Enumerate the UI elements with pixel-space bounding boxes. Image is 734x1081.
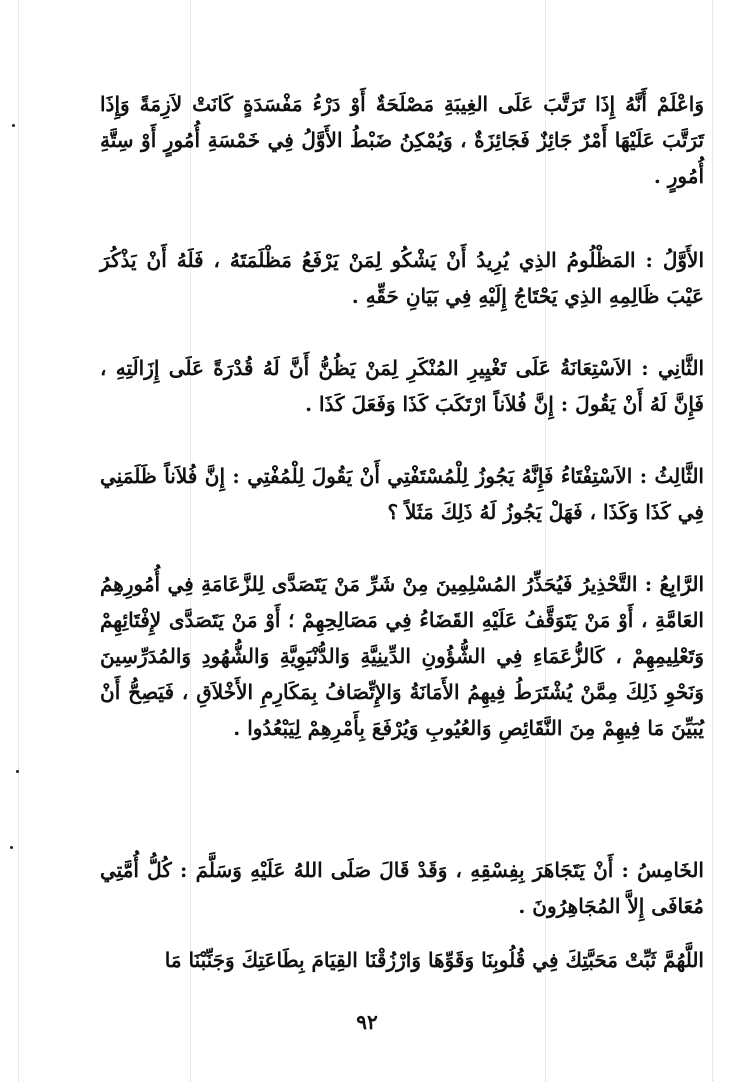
scan-guide-line: [18, 0, 19, 1081]
paragraph-second: الثَّانِي : الاَسْتِعَانَةُ عَلَى تَغْيِيرِ المُنْكَرِ لِمَنْ يَظُنُّ أَنَّ لَهُ قُدْرَةً عَلَى إِزَالَتِهِ ، فَإِنَّ لَهُ أَنْ يَقُولَ : إِنَّ فُلاَناً ارْتَكَبَ كَذَا وَفَعَلَ كَذَا .: [100, 356, 704, 416]
paragraph-prayer: اللَّهُمَّ ثَبِّتْ مَحَبَّتِكَ فِي قُلُوبِنَا وَقَوِّهَا وَارْزُقْنَا القِيَامَ بِطَاعَتِكَ وَجَنِّبْنَا مَا: [164, 948, 704, 972]
scan-speck: [10, 846, 13, 849]
scan-speck: [12, 124, 15, 127]
paragraph-intro: وَاعْلَمْ أَنَّهُ إِذَا تَرَتَّبَ عَلَى الغِيبَةِ مَصْلَحَةٌ أَوْ دَرْءُ مَفْسَدَةٍ كَانَتْ لاَزِمَةً وَإِذَا تَرَتَّبَ عَلَيْهَا أَمْرٌ جَائِزٌ فَجَائِزَةٌ ، وَيُمْكِنُ ضَبْطُ الأَوَّلُ فِي خَمْسَةِ أُمُورٍ أَوْ سِتَّةِ أُمُورٍ .: [100, 92, 704, 188]
paragraph-fourth: الرَّابِعُ : التَّحْذِيرُ فَيُحَذِّرُ المُسْلِمِينَ مِنْ شَرِّ مَنْ يَتَصَدَّى لِلزَّعَامَةِ فِي أُمُورِهِمُ العَامَّةِ ، أَوْ مَنْ يَتَوَقَّفُ عَلَيْهِ القَضَاءُ فِي مَصَالِحِهِمْ ؛ أَوْ مَنْ يَتَصَدَّى لإِفْتَائِهِمْ وَتَعْلِيمِهِمْ ، كَالزُّعَمَاءِ فِي الشُّؤُونِ الدِّينِيَّةِ وَالدُّنْيَوِيَّةِ وَالشُّهُودِ وَالمُدَرِّسِينَ وَنَحْوِ ذَلِكَ مِمَّنْ يُشْتَرَطُ فِيهِمُ الأَمَانَةُ وَالإِتِّصَافُ بِمَكَارِمِ الأَخْلاَقِ ، فَيَصِحُّ أَنْ يُبَيِّنَ مَا فِيهِمْ مِنَ النَّقَائِصِ وَالعُيُوبِ وَيُرْفَعَ بِأَمْرِهِمْ لِيَبْعُدُوا .: [100, 572, 704, 740]
scan-speck: [16, 770, 19, 773]
paragraph-fifth: الخَامِسُ : أَنْ يَتَجَاهَرَ بِفِسْقِهِ ، وَقَدْ قَالَ صَلَى اللهُ عَلَيْهِ وَسَلَّمَ : كُلُّ أُمَّتِي مُعَافَى إِلاَّ المُجَاهِرُونَ .: [100, 858, 704, 918]
scan-guide-line: [712, 0, 713, 1081]
paragraph-third: الثَّالِثُ : الاَسْتِفْتَاءُ فَإِنَّهُ يَجُوزُ لِلْمُسْتَفْتِي أَنْ يَقُولَ لِلْمُفْتِي : إِنَّ فُلاَناً ظَلَمَنِي فِي كَذَا وَكَذَا ، فَهَلْ يَجُوزُ لَهُ ذَلِكَ مَثَلاً ؟: [100, 464, 704, 524]
paragraph-first: الأَوَّلُ : المَظْلُومُ الذِي يُرِيدُ أَنْ يَشْكُو لِمَنْ يَرْفَعُ مَظْلَمَتَهُ ، فَلَهُ أَنْ يَذْكُرَ عَيْبَ ظَالِمِهِ الذِي يَحْتَاجُ إِلَيْهِ فِي بَيَانِ حَقِّهِ .: [100, 248, 704, 308]
page-number: ٩٢: [356, 1010, 378, 1034]
